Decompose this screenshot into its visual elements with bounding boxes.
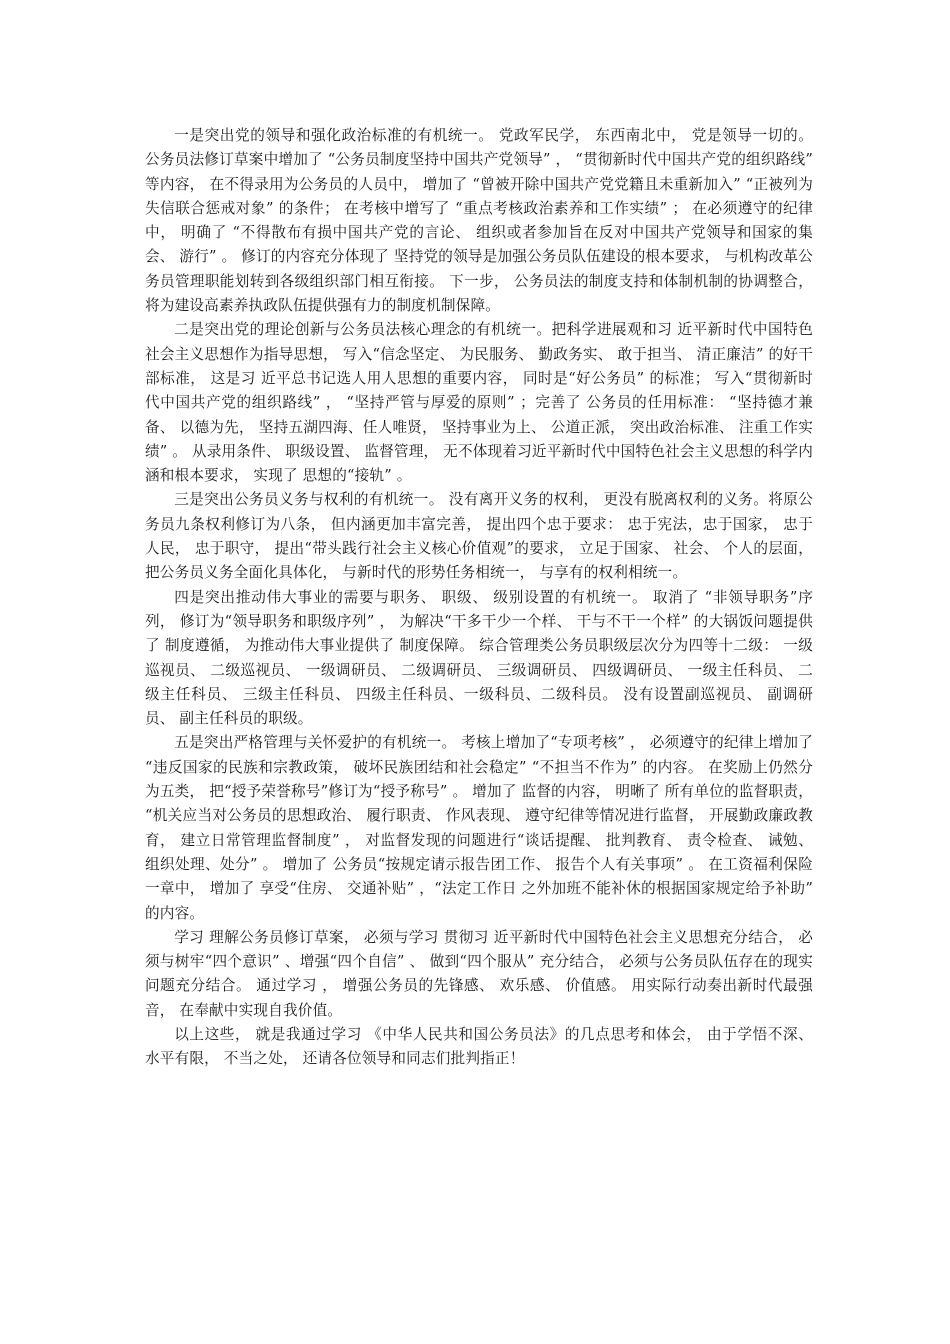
paragraph-6: 学习 理解公务员修订草案， 必须与学习 贯彻习 近平新时代中国特色社会主义思想充分结合， 必须与树牢“四个意识” 、增强“四个自信” 、 做到“四个服从” 充分结合， 必须与公务员队伍存在的现实问题充分结合。 通过学习 ， 增强公务员的先锋感、 欢乐感、 价值感。 用实际行动奏出新时代最强音， 在奉献中实现自我价值。 [145,928,813,1019]
paragraph-2: 二是突出党的理论创新与公务员法核心理念的有机统一。把科学进展观和习 近平新时代中国特色社会主义思想作为指导思想， 写入“信念坚定、 为民服务、 勤政务实、 敢于担当、 清正廉洁” 的好干部标准， 这是习 近平总书记选人用人思想的重要内容， 同时是“好公务员” 的标准； 写入“贯彻新时代中国共产党的组织路线” ， “坚持严管与厚爱的原则” ；完善了 公务员的任用标准： “坚持德才兼备、 以德为先， 坚持五湖四海、任人唯贤， 坚持事业为上、 公道正派， 突出政治标准、 注重工作实绩” 。 从录用条件、 职级设置、 监督管理， 无不体现着习近平新时代中国特色社会主义思想的科学内涵和根本要求， 实现了 思想的“接轨” 。 [145,321,813,485]
document-body [145,124,813,1072]
paragraph-1: 一是突出党的领导和强化政治标准的有机统一。 党政军民学， 东西南北中， 党是领导一切的。 公务员法修订草案中增加了 “公务员制度坚持中国共产党领导” ， “贯彻新时代中国共产党的组织路线” 等内容， 在不得录用为公务员的人员中， 增加了 “曾被开除中国共产党党籍且未重新加入” “正被列为失信联合惩戒对象” 的条件； 在考核中增写了 “重点考核政治素养和工作实绩” ； 在必须遵守的纪律中， 明确了 “不得散布有损中国共产党的言论、 组织或者参加旨在反对中国共产党领导和国家的集会、 游行” 。 修订的内容充分体现了 坚持党的领导是加强公务员队伍建设的根本要求， 与机构改革公务员管理职能划转到各级组织部门相互衔接。 下一步， 公务员法的制度支持和体制机制的协调整合， 将为建设高素养执政队伍提供强有力的制度机制保障。 [145,127,813,315]
paragraph-7: 以上这些， 就是我通过学习 《中华人民共和国公务员法》的几点思考和体会， 由于学悟不深、 水平有限， 不当之处， 还请各位领导和同志们批判指正！ [145,1025,813,1068]
paragraph-4: 四是突出推动伟大事业的需要与职务、 职级、 级别设置的有机统一。 取消了 “非领导职务”序列， 修订为“领导职务和职级序列” ， 为解决“干多干少一个样、 干与不干一个样” 的大锅饭问题提供了 制度遵循， 为推动伟大事业提供了 制度保障。 综合管理类公务员职级层次分为四等十二级： 一级巡视员、 二级巡视员、 一级调研员、 二级调研员、 三级调研员、 四级调研员、 一级主任科员、 二级主任科员、 三级主任科员、 四级主任科员、一级科员、二级科员。 没有设置副巡视员、 副调研员、 副主任科员的职级。 [145,588,813,728]
paragraph-5: 五是突出严格管理与关怀爱护的有机统一。 考核上增加了“专项考核” ， 必须遵守的纪律上增加了 “违反国家的民族和宗教政策， 破坏民族团结和社会稳定” “不担当不作为” 的内容。 在奖励上仍然分为五类， 把“授予荣誉称号”修订为“授予称号” 。 增加了 监督的内容， 明晰了 所有单位的监督职责， “机关应当对公务员的思想政治、 履行职责、 作风表现、 遵守纪律等情况进行监督， 开展勤政廉政教育， 建立日常管理监督制度” ， 对监督发现的问题进行“谈话提醒、 批判教育、 责令检查、 诫勉、 组织处理、处分” 。 增加了 公务员“按规定请示报告团工作、 报告个人有关事项” 。 在工资福利保险一章中， 增加了 享受“住房、 交通补贴” ，“法定工作日 之外加班不能补休的根据国家规定给予补助” 的内容。 [145,734,813,922]
paragraph-3: 三是突出公务员义务与权利的有机统一。 没有离开义务的权利， 更没有脱离权利的义务。将原公务员九条权利修订为八条， 但内涵更加丰富完善， 提出四个忠于要求： 忠于宪法，忠于国家， 忠于人民， 忠于职守， 提出“带头践行社会主义核心价值观”的要求， 立足于国家、 社会、 个人的层面， 把公务员义务全面化具体化， 与新时代的形势任务相统一， 与享有的权利相统一。 [145,491,813,582]
